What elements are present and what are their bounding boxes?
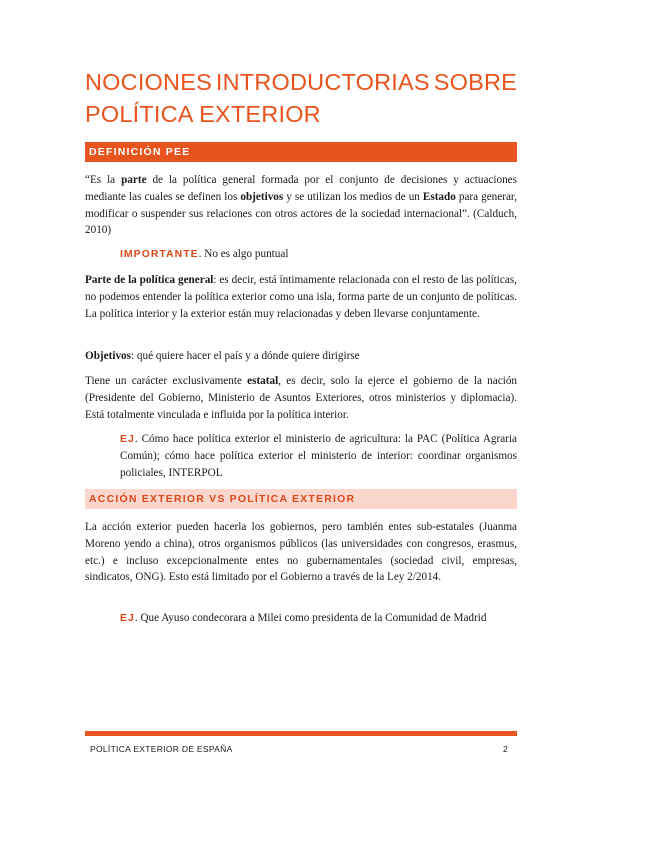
objetivos-paragraph: Objetivos: qué quiere hacer el país y a dónde quiere dirigirse <box>85 350 360 362</box>
title-line-2: POLÍTICA EXTERIOR <box>85 101 321 127</box>
example-2: EJ. Que Ayuso condecorara a Milei como presidenta de la Comunidad de Madrid <box>120 612 487 624</box>
page-number: 2 <box>503 744 508 754</box>
quote-paragraph: “Es la parte de la política general formada por el conjunto de decisiones y actuaciones mediante las cuales se definen los objetivos y se utilizan los medios de un Estado para generar, modificar o suspender sus relaciones con otros actores de la sociedad internacional”. (Calduch, 2010) <box>85 174 517 237</box>
footer-title: POLÍTICA EXTERIOR DE ESPAÑA <box>90 744 233 754</box>
importante-note: IMPORTANTE. No es algo puntual <box>120 248 289 260</box>
title-word-3: SOBRE <box>433 69 517 95</box>
example-1: EJ. Cómo hace política exterior el ministerio de agricultura: la PAC (Política Agraria Común); cómo hace política exterior el ministerio de interior: coordinar organismos policiales, INTERPOL <box>120 433 517 479</box>
title-word-1: NOCIONES <box>85 69 212 95</box>
section-header-accion: ACCIÓN EXTERIOR VS POLÍTICA EXTERIOR <box>85 489 517 509</box>
section-header-definicion: DEFINICIÓN PEE <box>85 142 517 162</box>
accion-paragraph: La acción exterior pueden hacerla los gobiernos, pero también entes sub-estatales (Juanma Moreno yendo a china), otros organismos públicos (las universidades con congresos, erasmus, etc.) e incluso excepcionalmente entes no gubernamentales (sociedad civil, empresas, sindicatos, ONG). Esto está limitado por el Gobierno a través de la Ley 2/2014. <box>85 521 517 584</box>
parte-paragraph: Parte de la política general: es decir, está íntimamente relacionada con el resto de las políticas, no podemos entender la política exterior como una isla, forma parte de un conjunto de políticas. La política interior y la exterior están muy relacionadas y deben llevarse conjuntamente. <box>85 274 517 320</box>
title-word-2: INTRODUCTORIAS <box>215 69 430 95</box>
page-title <box>85 66 517 130</box>
footer-divider <box>85 731 517 736</box>
estatal-paragraph: Tiene un carácter exclusivamente estatal, es decir, solo la ejerce el gobierno de la nación (Presidente del Gobierno, Ministerio de Asuntos Exteriores, otros ministerios y diplomacia). Está totalmente vinculada e influida por la política interior. <box>85 375 518 421</box>
